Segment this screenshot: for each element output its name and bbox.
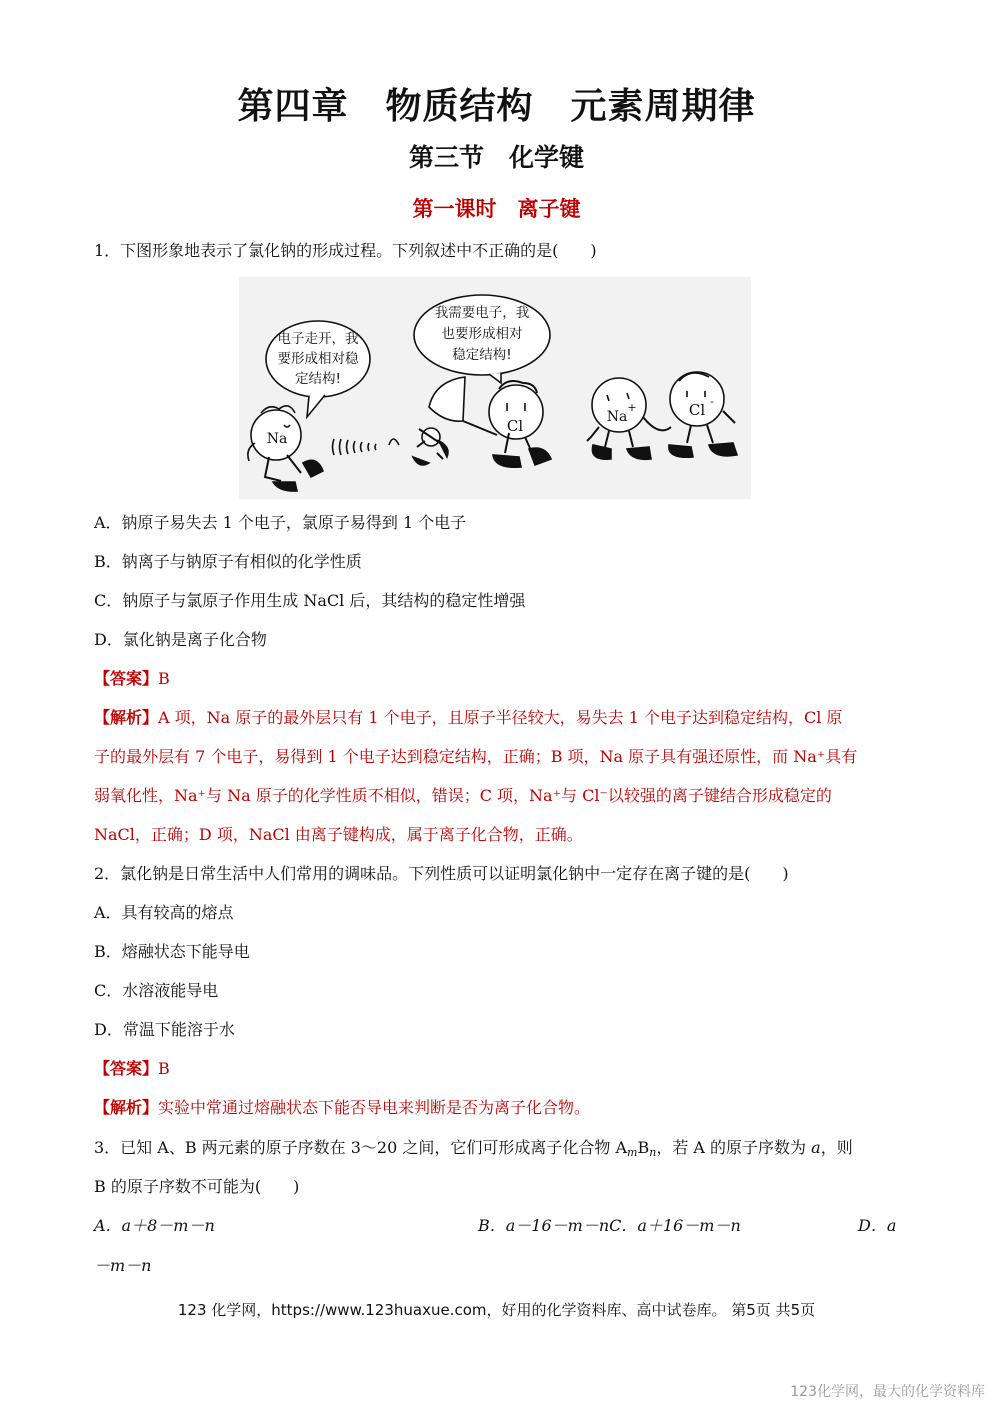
na-bubble-line-3: 定结构! <box>295 371 341 387</box>
q1-analysis-text-1: A 项，Na 原子的最外层只有 1 个电子，且原子半径较大，易失去 1 个电子达到稳定结构，Cl 原 <box>158 708 843 727</box>
q2-option-c: C．水溶液能导电 <box>94 981 219 1000</box>
q3-option-a: A．a＋8－m－n <box>94 1216 215 1235</box>
q2-option-b: B．熔融状态下能导电 <box>94 942 250 961</box>
q3-option-bc: B．a－16－m－nC．a＋16－m－n <box>478 1216 741 1235</box>
q2-answer-tag: 【答案】 <box>94 1059 159 1078</box>
q2-analysis-text: 实验中常通过熔融状态下能否导电来判断是否为离子化合物。 <box>158 1098 591 1117</box>
cl-bubble-line-3: 稳定结构! <box>452 347 512 363</box>
q1-analysis-line-4: NaCl，正确；D 项，NaCl 由离子键构成，属于离子化合物，正确。 <box>94 825 583 844</box>
q1-answer <box>94 669 904 689</box>
q2-analysis <box>94 1098 904 1118</box>
q3-stem-line-2: B 的原子序数不可能为( ) <box>94 1177 300 1196</box>
q3-stem-part-4: ，则 <box>820 1138 853 1157</box>
na-bubble-line-2: 要形成相对稳 <box>277 351 359 367</box>
section-title: 第三节 化学键 <box>408 143 584 172</box>
na-ion-charge: + <box>627 401 637 414</box>
q1-analysis-tag: 【解析】 <box>94 708 159 727</box>
q3-sub-n: n <box>649 1146 657 1159</box>
q2-option-a: A．具有较高的熔点 <box>94 903 234 922</box>
q3-stem-part-2: B <box>637 1138 650 1157</box>
q3-option-d-tail: －m－n <box>94 1256 152 1275</box>
cl-bubble-line-1: 我需要电子，我 <box>434 305 530 321</box>
q3-option-d-head: D．a <box>858 1216 897 1235</box>
cl-atom-label: Cl <box>506 417 524 435</box>
nacl-formation-figure <box>239 277 751 499</box>
q1-option-b: B．钠离子与钠原子有相似的化学性质 <box>94 552 362 571</box>
cartoon-illustration <box>239 277 751 499</box>
q2-stem: 2．氯化钠是日常生活中人们常用的调味品。下列性质可以证明氯化钠中一定存在离子键的是( ) <box>94 864 789 883</box>
q1-analysis-line-3: 弱氧化性，Na⁺与 Na 原子的化学性质不相似，错误；C 项，Na⁺与 Cl⁻以较强的离子键结合形成稳定的 <box>94 786 832 805</box>
na-bubble-line-1: 电子走开，我 <box>277 331 359 347</box>
q3-stem-part-1: 3．已知 A、B 两元素的原子序数在 3～20 之间，它们可形成离子化合物 A <box>94 1138 628 1157</box>
q1-option-c: C．钠原子与氯原子作用生成 NaCl 后，其结构的稳定性增强 <box>94 591 526 610</box>
q1-analysis-line-2: 子的最外层有 7 个电子，易得到 1 个电子达到稳定结构，正确；B 项，Na 原子具有强还原性，而 Na⁺具有 <box>94 747 858 766</box>
na-atom-label: Na <box>266 431 288 447</box>
q2-option-d: D．常温下能溶于水 <box>94 1020 235 1039</box>
q2-analysis-tag: 【解析】 <box>94 1098 159 1117</box>
lesson-title: 第一课时 离子键 <box>412 197 581 221</box>
q1-answer-tag: 【答案】 <box>94 669 159 688</box>
cl-ion-label: Cl <box>688 401 706 419</box>
chapter-title: 第四章 物质结构 元素周期律 <box>237 86 756 127</box>
q3-stem-part-3: ，若 A 的原子序数为 <box>656 1138 812 1157</box>
q3-sub-m: m <box>627 1146 638 1159</box>
page-footer: 123 化学网，https://www.123huaxue.com，好用的化学资料库、高中试卷库。 第5页 共5页 <box>177 1301 816 1319</box>
cl-bubble-line-2: 也要形成相对 <box>441 326 523 342</box>
net-icon <box>429 377 465 421</box>
q2-answer <box>94 1059 904 1079</box>
q2-answer-value: B <box>158 1059 170 1078</box>
q1-answer-value: B <box>158 669 170 688</box>
q3-stem-line-1 <box>94 1138 904 1163</box>
watermark: 123化学网，最大的化学资料库 <box>790 1384 985 1400</box>
q1-option-d: D．氯化钠是离子化合物 <box>94 630 267 649</box>
cl-ion-charge: - <box>710 395 714 408</box>
q3-var-a: a <box>811 1138 821 1157</box>
na-ion-label: Na <box>606 409 628 425</box>
q1-analysis-line-1 <box>94 708 904 728</box>
q1-option-a: A．钠原子易失去 1 个电子，氯原子易得到 1 个电子 <box>94 513 467 532</box>
q1-stem: 1．下图形象地表示了氯化钠的形成过程。下列叙述中不正确的是( ) <box>94 241 597 260</box>
